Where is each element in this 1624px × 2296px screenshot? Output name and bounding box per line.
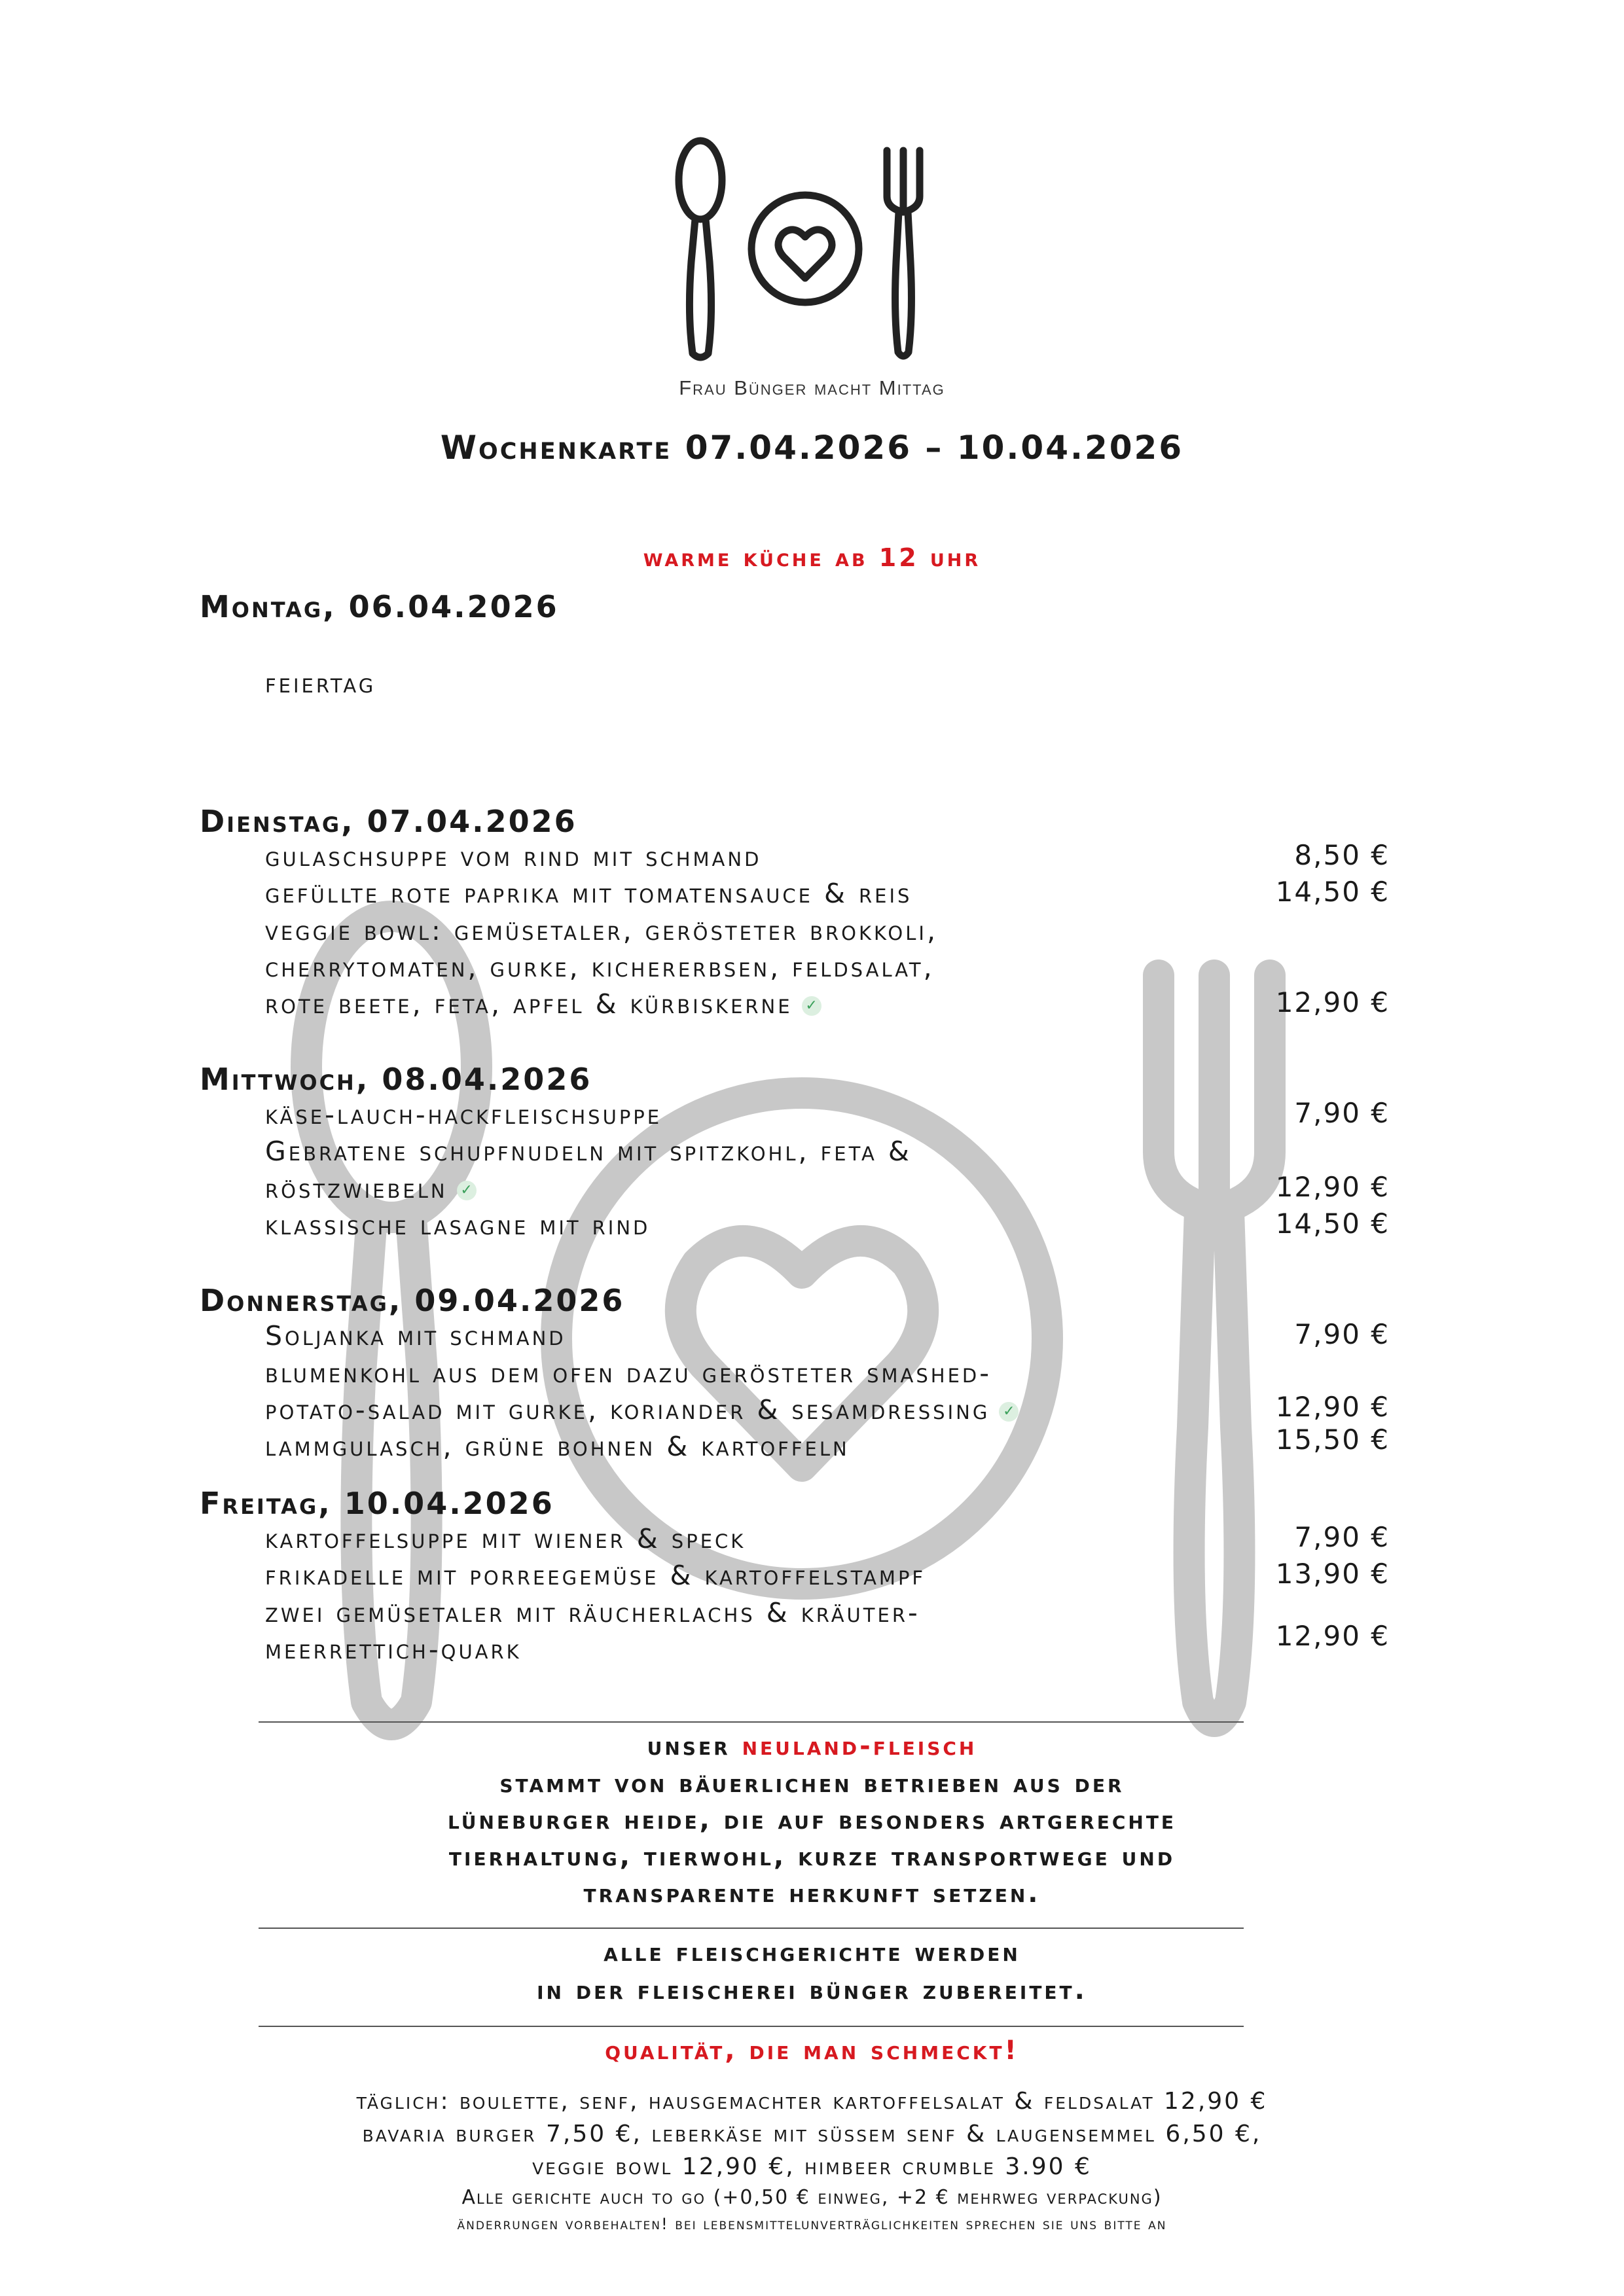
dish-item: zwei gemüsetaler mit räucherlachs & kräuter-	[265, 1597, 920, 1628]
dish-price: 12,90 €	[1275, 1391, 1390, 1423]
neuland-heading	[0, 1731, 1624, 1761]
vegetarian-check-icon: ✓	[802, 996, 821, 1016]
dish-price: 14,50 €	[1275, 876, 1390, 908]
dish-item: lammgulasch, grüne bohnen & kartoffeln	[265, 1431, 850, 1462]
dish-price: 14,50 €	[1275, 1208, 1390, 1240]
info-line: lüneburger heide, die auf besonders artgerechte	[447, 1805, 1177, 1835]
day-heading-tuesday: Dienstag, 07.04.2026	[200, 804, 577, 839]
info-line: alle fleischgerichte werden	[604, 1937, 1020, 1967]
dish-item: cherrytomaten, gurke, kichererbsen, feldsalat,	[265, 952, 935, 983]
dish-price: 8,50 €	[1294, 839, 1390, 871]
day-heading-monday: Montag, 06.04.2026	[200, 589, 559, 624]
dish-price: 7,90 €	[1294, 1521, 1390, 1553]
slogan: qualität, die man schmeckt!	[605, 2036, 1019, 2066]
day-heading-wednesday: Mittwoch, 08.04.2026	[200, 1062, 592, 1097]
dish-price: 12,90 €	[1275, 986, 1390, 1018]
dish-text: potato-salad mit gurke, koriander & sesamdressing	[265, 1394, 990, 1426]
neuland-prefix: unser	[647, 1731, 731, 1761]
dish-item: frikadelle mit porreegemüse & kartoffelstampf	[265, 1560, 926, 1591]
dish-text: röstzwiebeln	[265, 1173, 448, 1204]
info-line: tierhaltung, tierwohl, kurze transportwege und	[448, 1842, 1176, 1872]
dish-item: kartoffelsuppe mit wiener & speck	[265, 1523, 746, 1554]
footer-togo: Alle gerichte auch to go (+0,50 € einweg, +2 € mehrweg verpackung)	[461, 2186, 1163, 2209]
dish-item: käse-lauch-hackfleischsuppe	[265, 1099, 662, 1130]
dish-item	[265, 1394, 1019, 1426]
dish-item: Gebratene schupfnudeln mit spitzkohl, feta &	[265, 1136, 912, 1167]
dish-item	[265, 988, 821, 1020]
warm-kitchen-notice: warme küche ab 12 uhr	[643, 543, 981, 572]
brand-name: Frau Bünger macht Mittag	[679, 376, 945, 399]
dish-text: rote beete, feta, apfel & kürbiskerne	[265, 988, 793, 1020]
dish-item: klassische lasagne mit rind	[265, 1210, 651, 1241]
dish-item: meerrettich-quark	[265, 1634, 522, 1665]
monday-note: feiertag	[265, 668, 376, 699]
footer-daily-line: bavaria burger 7,50 €, leberkäse mit süssem senf & laugensemmel 6,50 €,	[362, 2121, 1262, 2147]
dish-price: 15,50 €	[1275, 1424, 1390, 1456]
dish-price: 12,90 €	[1275, 1171, 1390, 1203]
footer-daily-line: veggie bowl 12,90 €, himbeer crumble 3.90 €	[532, 2153, 1092, 2180]
dish-item: blumenkohl aus dem ofen dazu gerösteter smashed-	[265, 1357, 992, 1389]
dish-price: 7,90 €	[1294, 1097, 1390, 1129]
divider	[259, 2026, 1244, 2027]
info-line: stammt von bäuerlichen betrieben aus der	[499, 1768, 1125, 1799]
neuland-highlight: neuland-fleisch	[742, 1731, 977, 1761]
vegetarian-check-icon: ✓	[999, 1402, 1019, 1422]
dish-item: veggie bowl: gemüsetaler, gerösteter brokkoli,	[265, 915, 938, 946]
dish-price: 7,90 €	[1294, 1318, 1390, 1350]
info-line: transparente herkunft setzen.	[583, 1878, 1041, 1909]
vegetarian-check-icon: ✓	[457, 1181, 477, 1200]
dish-price: 12,90 €	[1275, 1620, 1390, 1652]
page-title: Wochenkarte 07.04.2026 – 10.04.2026	[440, 429, 1184, 467]
dish-price: 13,90 €	[1275, 1558, 1390, 1590]
dish-item: gefüllte rote paprika mit tomatensauce & reis	[265, 878, 912, 909]
divider	[259, 1928, 1244, 1929]
day-heading-thursday: Donnerstag, 09.04.2026	[200, 1283, 625, 1318]
spoon-plate-heart-fork-logo	[661, 131, 962, 367]
footer-daily-line: täglich: boulette, senf, hausgemachter kartoffelsalat & feldsalat 12,90 €	[356, 2088, 1268, 2115]
dish-item: Soljanka mit schmand	[265, 1320, 566, 1352]
day-heading-friday: Freitag, 10.04.2026	[200, 1486, 554, 1521]
dish-item	[265, 1173, 477, 1204]
info-line: in der fleischerei bünger zubereitet.	[537, 1975, 1087, 2005]
divider	[259, 1721, 1244, 1723]
dish-item: gulaschsuppe vom rind mit schmand	[265, 841, 762, 872]
footer-disclaimer: änderrungen vorbehalten! bei lebensmittelunverträglichkeiten sprechen sie uns bitte an	[457, 2215, 1167, 2233]
